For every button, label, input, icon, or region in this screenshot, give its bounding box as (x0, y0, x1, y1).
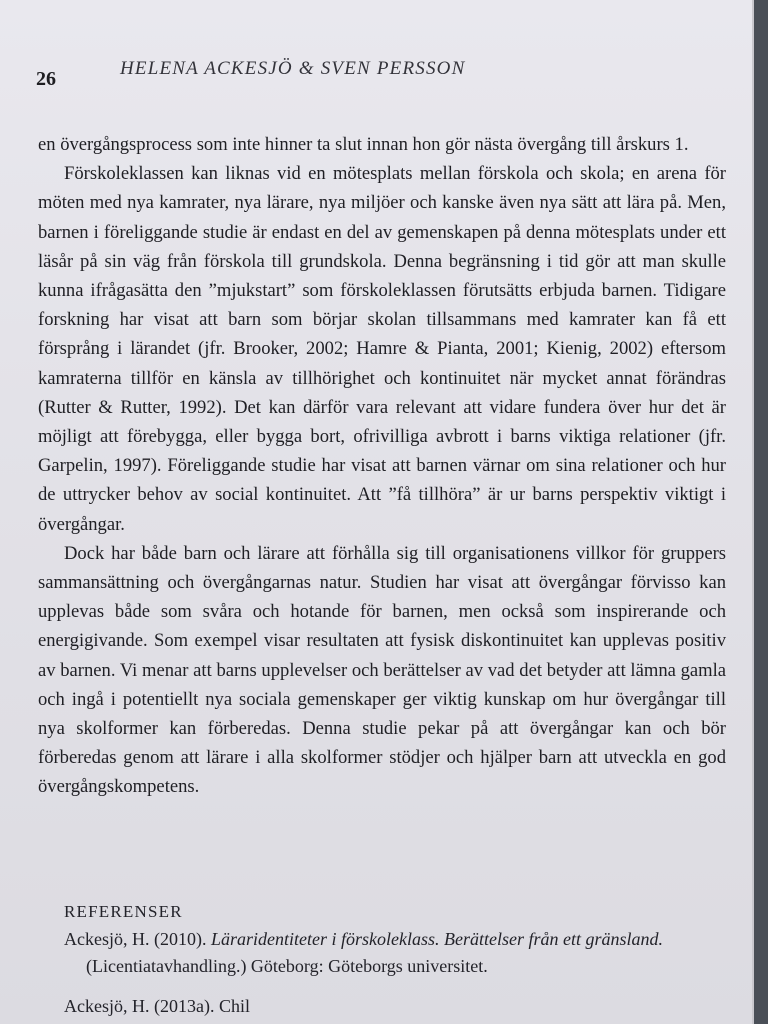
paragraph-3: Dock har både barn och lärare att förhålla sig till organisationens villkor för gruppers sammansättning och övergångarnas natur. Studien har visat att övergångar förvisso kan upplevas både som svåra och hotande för barnen, men också som inspirerande och energigivande. Som exempel visar resultaten att fysisk diskontinuitet kan upplevas positiv av barnen. Vi menar att barns upplevelser och berättelser av vad det betyder att lämna gamla och ingå i potentiellt nya sociala gemenskaper ger viktig kunskap om hur övergångar till nya skolformer kan förberedas. Denna studie pekar på att övergångar kan och bör förberedas genom att lärare i alla skolformer stödjer och hjälper barn att utveckla en god övergångskompetens. (38, 542, 726, 798)
reference-publisher: (Licentiatavhandling.) Göteborg: Göteborgs universitet. (86, 956, 488, 976)
reference-entry (64, 926, 724, 980)
running-head: HELENA ACKESJÖ & SVEN PERSSON (120, 58, 466, 79)
paragraph-1: en övergångsprocess som inte hinner ta slut innan hon gör nästa övergång till årskurs 1. (38, 134, 689, 155)
reference-entry-cut-off: Ackesjö, H. (2013a). Chil (64, 996, 250, 1016)
reference-title: Läraridentiteter i förskoleklass. Berättelser från ett gränsland. (210, 929, 663, 949)
references-section (64, 902, 724, 980)
references-heading: REFERENSER (64, 902, 183, 921)
page-number: 26 (36, 68, 56, 90)
paragraph-2: Förskoleklassen kan liknas vid en mötesplats mellan förskola och skola; en arena för möten med nya kamrater, nya lärare, nya miljöer och kanske även nya sätt att lära på. Men, barnen i föreliggande studie är endast en del av gemenskapen på denna mötesplats under ett läsår på sin väg från förskola till grundskola. Denna begränsning i tid gör att man skulle kunna ifrågasätta den ”mjukstart” som förskoleklassen förutsätts erbjuda barnen. Tidigare forskning har visat att barn som börjar skolan tillsammans med kamrater kan få ett försprång i lärandet (jfr. Brooker, 2002; Hamre & Pianta, 2001; Kienig, 2002) eftersom kamraterna tillför en känsla av tillhörighet och kontinuitet när mycket annat förändras (Rutter & Rutter, 1992). Det kan därför vara relevant att vidare fundera över hur det är möjligt att förebygga, eller bygga bort, ofrivilliga avbrott i barns viktiga relationer (jfr. Garpelin, 1997). Föreliggande studie har visat att barnen värnar om sina relationer och hur de uttrycker behov av social kontinuitet. Att ”få tillhöra” är ur barns perspektiv viktigt i övergångar. (38, 163, 726, 535)
reference-author: Ackesjö, H. (2010). (64, 929, 207, 949)
body-text (38, 130, 726, 802)
